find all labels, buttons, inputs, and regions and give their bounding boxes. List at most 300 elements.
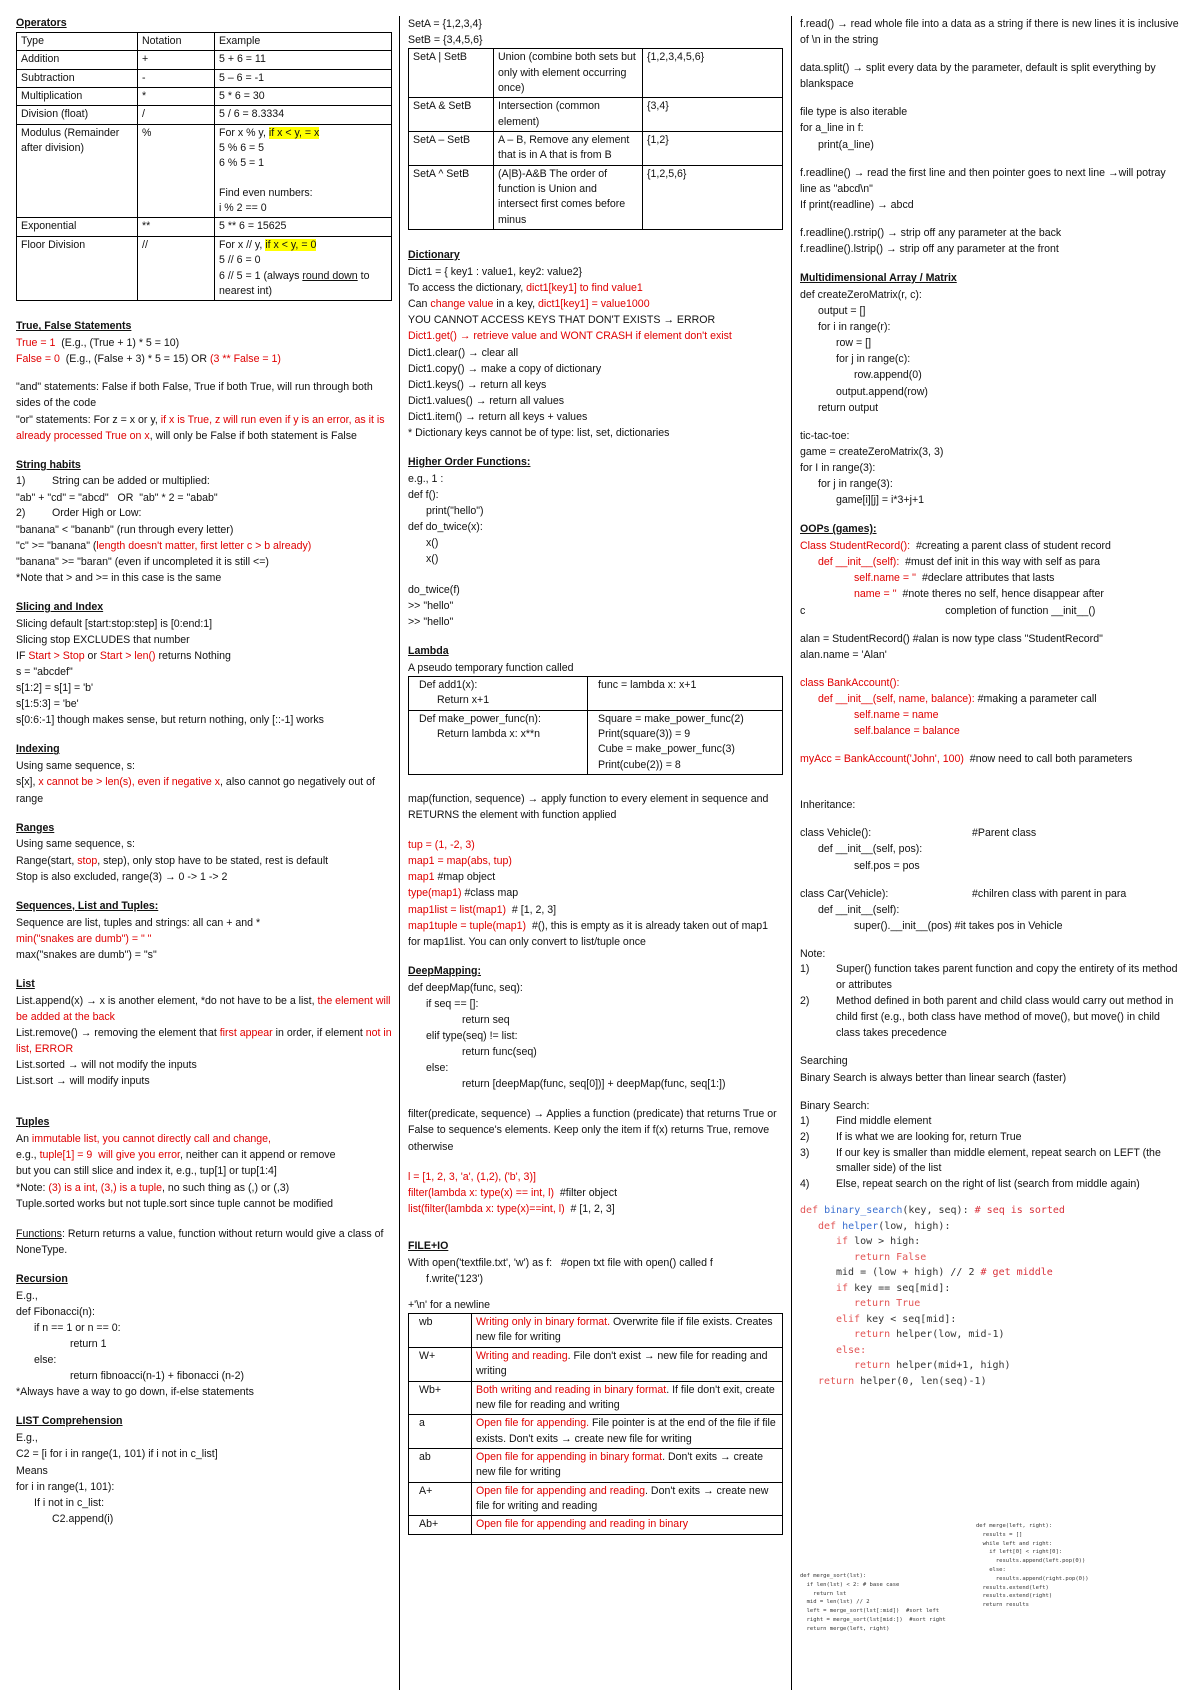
- note-text: #Parent class: [972, 827, 1037, 840]
- lambda-equivalent: func = lambda x: x+1: [588, 676, 783, 710]
- note-red: list(filter(lambda x: type(x)==int, l): [408, 1202, 565, 1215]
- ranges-section: [16, 821, 392, 885]
- example-text: 5 // 6 = 0: [219, 254, 261, 267]
- list-number: 4): [800, 1178, 810, 1191]
- code-line: results.append(left.pop(0)): [976, 1558, 1086, 1565]
- sets-table: [408, 48, 783, 230]
- note-text: Dict1 = { key1 : value1, key2: value2}: [408, 266, 583, 279]
- note-red: Open file for appending.: [476, 1417, 590, 1430]
- searching-title: Searching: [800, 1055, 848, 1068]
- code-line: for j in range(3):: [818, 478, 893, 491]
- deep-mapping-title: DeepMapping:: [408, 964, 481, 977]
- matrix-section: [800, 271, 1184, 508]
- note-red: x cannot be > len(s), even if negative x: [38, 776, 221, 789]
- note-red: name = '': [854, 588, 897, 601]
- file-mode-desc: [472, 1347, 783, 1381]
- list-number: 2): [800, 1130, 810, 1143]
- note-text: : Return returns a value, function without return would give a class of NoneType.: [16, 1227, 387, 1256]
- note-text: E.g.,: [16, 1289, 38, 1302]
- note-text: f.readline().rstrip() → strip off any parameter at the back: [800, 226, 1062, 239]
- code-line: output = []: [818, 305, 866, 318]
- true-equals: True = 1: [16, 337, 56, 350]
- code-line: return [deepMap(func, seq[0])] + deepMap(func, seq[1:]): [462, 1078, 726, 1091]
- note-red: Writing and reading: [476, 1349, 568, 1362]
- operator-type: Addition: [17, 51, 138, 69]
- operator-type: Exponential: [17, 218, 138, 236]
- code-text: key == seq[mid]:: [854, 1282, 951, 1294]
- file-mode: Ab+: [409, 1516, 472, 1534]
- note-red: Class StudentRecord():: [800, 540, 911, 553]
- note-text: s[1:5:3] = 'be': [16, 698, 79, 711]
- lambda-title: Lambda: [408, 644, 449, 657]
- set-result: {1,2}: [643, 131, 783, 165]
- code-line: class Vehicle():: [800, 827, 872, 840]
- note-red: the element will be added at the back: [16, 994, 394, 1023]
- note-text: , step), only stop have to be stated, rest is default: [97, 854, 329, 867]
- note-text: Stop is also excluded, range(3) → 0 -> 1 -> 2: [16, 870, 228, 883]
- code-line: elif type(seq) != list:: [426, 1029, 518, 1042]
- note-text: f.readline() → read the first line and then pointer goes to next line →will potray line as "abcd\n": [800, 166, 1169, 195]
- set-result: {1,2,5,6}: [643, 165, 783, 229]
- searching-section: [800, 1053, 1184, 1193]
- code-line: game = createZeroMatrix(3, 3): [800, 445, 944, 458]
- note-red: Dict1.get() → retrieve value and WONT CRASH if element don't exist: [408, 330, 732, 343]
- code-line: while left and right:: [976, 1540, 1053, 1547]
- note-red: def __init__(self, name, balance):: [818, 692, 975, 705]
- note-text: in a key,: [493, 298, 538, 311]
- note-text: Tuple.sorted works but not tuple.sort since tuple cannot be modified: [16, 1197, 334, 1210]
- dictionary-title: Dictionary: [408, 249, 460, 262]
- note-text: alan.name = 'Alan': [800, 648, 887, 661]
- list-text: Method defined in both parent and child class would carry out method in child first (e.g., both class have method of move(), but move() in child class takes precedence: [836, 994, 1174, 1039]
- code-line: C2 = [i for i in range(1, 101) if i not in c_list]: [16, 1448, 218, 1461]
- tuples-title: Tuples: [16, 1116, 50, 1129]
- code-line: return seq: [462, 1013, 510, 1026]
- note-red: not in list, ERROR: [16, 1027, 395, 1056]
- note-text: max("snakes are dumb") = "s": [16, 948, 157, 961]
- example-text: i % 2 == 0: [219, 202, 267, 215]
- table-row: [409, 98, 783, 132]
- operator-notation: /: [138, 106, 215, 124]
- note-text: *Always have a way to go down, if-else statements: [16, 1386, 254, 1399]
- note-text: , also cannot go negatively out of range: [16, 776, 378, 805]
- operator-example: 5 – 6 = -1: [215, 69, 392, 87]
- code-line: >> "hello": [408, 599, 454, 612]
- higher-order-section: [408, 455, 783, 630]
- set-description: A – B, Remove any element that is in A that is from B: [494, 131, 643, 165]
- note-text: Slicing stop EXCLUDES that number: [16, 633, 190, 646]
- note-text: s[x],: [16, 776, 39, 789]
- slicing-title: Slicing and Index: [16, 600, 104, 613]
- code-text: (key, seq):: [902, 1205, 969, 1217]
- table-row: [17, 51, 392, 69]
- code-line: right = merge_sort(lst[mid:]) #sort right: [800, 1616, 946, 1623]
- note-text: #must def init in this way with self as para: [899, 556, 1101, 569]
- operator-type: Floor Division: [17, 236, 138, 300]
- code-line: class Car(Vehicle):: [800, 887, 889, 900]
- note-text: List.sorted → will not modify the inputs: [16, 1059, 197, 1072]
- note-text: returns Nothing: [155, 649, 231, 662]
- code-line: With open('textfile.txt', 'w') as f: #open txt file with open() called f: [408, 1256, 713, 1269]
- note-text: alan = StudentRecord() #alan is now type class "StudentRecord": [800, 632, 1103, 645]
- code-keyword: def: [800, 1205, 825, 1217]
- set-description: Union (combine both sets but only with element occurring once): [494, 49, 643, 98]
- code-line: Print(cube(2)) = 8: [598, 758, 681, 771]
- code-line: x(): [426, 553, 439, 566]
- file-mode-desc: [472, 1381, 783, 1415]
- binary-search-code: [800, 1203, 1184, 1389]
- operator-example: 5 ** 6 = 15625: [215, 218, 392, 236]
- note-text: *Note:: [16, 1181, 49, 1194]
- note-text: #map object: [434, 871, 496, 884]
- code-line: results = []: [976, 1531, 1023, 1538]
- code-line: self.pos = pos: [854, 859, 920, 872]
- note-red: (3 ** False = 1): [210, 353, 281, 366]
- sequences-title: Sequences, List and Tuples:: [16, 899, 159, 912]
- lambda-def: [409, 710, 588, 774]
- table-row: [409, 1314, 783, 1348]
- note-text: tic-tac-toe:: [800, 429, 850, 442]
- file-mode-desc: [472, 1516, 783, 1534]
- dictionary-section: [408, 248, 783, 441]
- code-line: C2.append(i): [52, 1512, 114, 1525]
- note-red: min("snakes are dumb") = " ": [16, 932, 152, 945]
- code-line: print("hello"): [426, 505, 484, 518]
- list-number: 2): [16, 506, 26, 519]
- operator-example: [215, 124, 392, 218]
- note-text: #making a parameter call: [974, 692, 1097, 705]
- list-section: [16, 977, 395, 1089]
- column-right: [800, 16, 1184, 1694]
- lambda-usage: [588, 710, 783, 774]
- code-keyword: return: [854, 1360, 897, 1372]
- code-line: def do_twice(x):: [408, 521, 483, 534]
- map-section: [408, 791, 783, 950]
- note-red: Writing only in binary format.: [476, 1316, 611, 1329]
- operator-notation: *: [138, 87, 215, 105]
- slicing-section: [16, 600, 392, 729]
- note-text: #note theres no self, hence disappear after: [896, 588, 1104, 601]
- table-row: [409, 1482, 783, 1516]
- note-text: , no such thing as (,) or (,3): [162, 1181, 290, 1194]
- note-text: Dict1.copy() → make a copy of dictionary: [408, 362, 602, 375]
- code-text: helper(mid+1, high): [896, 1360, 1011, 1372]
- true-false-title: True, False Statements: [16, 320, 132, 333]
- indexing-section: [16, 742, 392, 806]
- code-line: x(): [426, 537, 439, 550]
- file-mode-desc: [472, 1482, 783, 1516]
- note-text: Dict1.values() → return all values: [408, 394, 565, 407]
- operator-notation: **: [138, 218, 215, 236]
- spacer: [219, 172, 387, 186]
- note-red: dict1[key1] to find value1: [526, 282, 643, 295]
- note-text: "ab" + "cd" = "abcd" OR "ab" * 2 = "abab": [16, 491, 218, 504]
- operator-type: Division (float): [17, 106, 138, 124]
- table-row: [409, 1415, 783, 1449]
- note-red: if x is True, z will run even if y is an error, as it is already processed True on x: [16, 413, 388, 442]
- code-line: if len(lst) < 2: # base case: [800, 1581, 900, 1588]
- example-text: 6 % 5 = 1: [219, 157, 265, 170]
- note-text: c: [800, 604, 806, 617]
- higher-order-title: Higher Order Functions:: [408, 456, 531, 469]
- table-row: [409, 49, 783, 98]
- code-keyword: return: [854, 1329, 897, 1341]
- code-line: return output: [818, 401, 879, 414]
- code-line: def __init__(self):: [818, 903, 900, 916]
- operator-notation: -: [138, 69, 215, 87]
- code-line: Return x+1: [437, 694, 490, 707]
- list-number: 1): [800, 963, 810, 975]
- code-function: helper: [842, 1220, 879, 1232]
- note-text: Sequence are list, tuples and strings: all can + and *: [16, 916, 261, 929]
- note-text: A pseudo temporary function called: [408, 661, 574, 674]
- example-text: For x // y,: [219, 238, 266, 251]
- note-text: Dict1.item() → return all keys + values: [408, 410, 588, 423]
- code-line: return 1: [70, 1338, 107, 1351]
- list-text: Super() function takes parent function and copy the entirety of its method or attributes: [836, 963, 1178, 991]
- code-keyword: elif: [836, 1313, 867, 1325]
- code-line: results.extend(right): [976, 1593, 1053, 1600]
- code-line: def deepMap(func, seq):: [408, 981, 523, 994]
- table-row: [409, 1381, 783, 1415]
- merge-sort-code-snippet: [800, 1572, 946, 1634]
- note-red: self.name = '': [854, 572, 917, 585]
- note-text: "c" >= "banana" (: [16, 539, 97, 552]
- file-io-section: [408, 1239, 783, 1535]
- code-line: results.extend(left): [976, 1584, 1049, 1591]
- operator-notation: +: [138, 51, 215, 69]
- note-text: (E.g., (True + 1) * 5 = 10): [55, 337, 180, 350]
- code-line: else:: [976, 1566, 1006, 1573]
- note-text: List.remove() → removing the element that: [16, 1027, 220, 1040]
- sets-section: [408, 16, 783, 230]
- code-keyword: def: [818, 1220, 843, 1232]
- note-red: map1: [408, 871, 435, 884]
- note-red: def __init__(self):: [818, 556, 900, 569]
- code-line: super().__init__(pos) #it takes pos in Vehicle: [854, 919, 1063, 932]
- code-line: return fibnoacci(n-1) + fibonacci (n-2): [70, 1370, 244, 1383]
- set-description: Intersection (common element): [494, 98, 643, 132]
- code-comment: # seq is sorted: [968, 1205, 1065, 1217]
- column-divider-left: [399, 16, 400, 1690]
- code-line: return results: [976, 1602, 1029, 1609]
- example-text: 6 // 5 = 1 (always: [219, 269, 303, 282]
- code-line: >> "hello": [408, 615, 454, 628]
- note-text: "banana" >= "baran" (even if uncompleted it is still <=): [16, 555, 269, 568]
- note-text: List.append(x) → x is another element, *do not have to be a list,: [16, 994, 318, 1007]
- note-red: self.balance = balance: [854, 725, 960, 738]
- list-text: String can be added or multiplied:: [52, 474, 210, 487]
- code-line: Def add1(x):: [419, 678, 478, 691]
- note-text: Range(start,: [16, 854, 78, 867]
- code-keyword: if: [836, 1236, 855, 1248]
- code-line: return merge(left, right): [800, 1625, 890, 1632]
- note-red: Open file for appending and reading: [476, 1484, 646, 1497]
- note-text: To access the dictionary,: [408, 282, 527, 295]
- note-text: "banana" < "bananb" (run through every letter): [16, 523, 234, 536]
- code-text: helper(0, len(seq)-1): [860, 1375, 987, 1387]
- list-number: 3): [800, 1146, 810, 1159]
- operators-title: Operators: [16, 17, 67, 29]
- note-red: Both writing and reading in binary format: [476, 1383, 667, 1396]
- note-text: Binary Search is always better than linear search (faster): [800, 1071, 1067, 1084]
- file-read-section: [800, 16, 1184, 257]
- set-operation: SetA & SetB: [409, 98, 494, 132]
- code-line: def createZeroMatrix(r, c):: [800, 289, 922, 302]
- list-text: Else, repeat search on the right of list (search from middle again): [836, 1178, 1140, 1191]
- note-red: first appear: [219, 1027, 273, 1040]
- note-text: . Don't exits → create new file for writing and reading: [476, 1484, 769, 1513]
- matrix-title: Multidimensional Array / Matrix: [800, 272, 957, 285]
- note-text: E.g.,: [16, 1432, 38, 1445]
- code-line: If i not in c_list:: [34, 1496, 105, 1509]
- list-text: If is what we are looking for, return True: [836, 1130, 1022, 1143]
- set-operation: SetA | SetB: [409, 49, 494, 98]
- note-red: map1 = map(abs, tup): [408, 855, 512, 868]
- note-text: e.g.,: [16, 1149, 40, 1162]
- table-row: [409, 165, 783, 229]
- operator-type: Subtraction: [17, 69, 138, 87]
- table-row: [17, 87, 392, 105]
- operators-table: [16, 32, 392, 301]
- table-row: [17, 236, 392, 300]
- inheritance-section: [800, 797, 1184, 1041]
- table-row: [409, 1347, 783, 1381]
- table-row: [17, 124, 392, 218]
- sequences-section: [16, 899, 392, 963]
- note-text: s[0:6:-1] though makes sense, but return nothing, only [::-1] works: [16, 714, 324, 727]
- note-text: , neither can it append or remove: [180, 1149, 336, 1162]
- deep-mapping-section: [408, 964, 783, 1093]
- code-text: (low, high):: [878, 1220, 951, 1232]
- note-red: type(map1): [408, 887, 462, 900]
- note-red: tuple[1] = 9 will give you error: [39, 1149, 181, 1162]
- note-text: . Don't exits → create new file for writing: [476, 1450, 764, 1479]
- code-line: def merge_sort(lst):: [800, 1573, 867, 1579]
- functions-section: [16, 1226, 392, 1258]
- note-text: f.read() → read whole file into a data as a string if there is new lines it is inclusive of \n in the string: [800, 18, 1182, 47]
- file-mode: W+: [409, 1347, 472, 1381]
- file-mode: a: [409, 1415, 472, 1449]
- file-mode: wb: [409, 1314, 472, 1348]
- table-row: [17, 69, 392, 87]
- inheritance-title: Inheritance:: [800, 799, 856, 812]
- table-row: [409, 710, 783, 774]
- code-line: Cube = make_power_func(3): [598, 743, 735, 756]
- note-text: +'\n' for a newline: [408, 1298, 491, 1311]
- header-example: Example: [215, 32, 392, 50]
- list-text: Find middle element: [836, 1114, 932, 1127]
- note-text: Note:: [800, 947, 826, 960]
- note-red: length doesn't matter, first letter c > b already): [96, 539, 312, 552]
- example-highlight: if x < y, = x: [268, 126, 320, 139]
- list-number: 1): [16, 474, 26, 487]
- filter-section: [408, 1106, 783, 1217]
- list-title: List: [16, 977, 35, 990]
- note-text: or: [84, 649, 100, 662]
- code-line: Return lambda x: x**n: [437, 727, 541, 740]
- note-text: * Dictionary keys cannot be of type: list, set, dictionaries: [408, 426, 670, 439]
- true-false-section: [16, 319, 392, 443]
- ranges-title: Ranges: [16, 821, 55, 834]
- note-text: File pointer is at the end of the file if file exists. Don't exits → create new file for writing: [476, 1417, 776, 1445]
- tuples-section: [16, 1115, 392, 1211]
- note-text: . File don't exist → new file for reading and writing: [476, 1349, 768, 1378]
- note-red: l = [1, 2, 3, 'a', (1,2), ('b', 3)]: [408, 1170, 536, 1183]
- note-text: # [1, 2, 3]: [564, 1202, 615, 1215]
- note-red: Open file for appending and reading in binary: [476, 1518, 689, 1531]
- file-mode-desc: [472, 1415, 783, 1449]
- code-line: return lst: [800, 1590, 847, 1597]
- note-red: immutable list, you cannot directly call and change,: [31, 1133, 271, 1146]
- table-row: [409, 1516, 783, 1534]
- operators-header-row: [17, 32, 392, 50]
- code-line: output.append(row): [836, 385, 928, 398]
- file-mode-desc: [472, 1448, 783, 1482]
- list-text: Order High or Low:: [52, 506, 142, 519]
- table-row: [17, 106, 392, 124]
- set-b: SetB = {3,4,5,6}: [408, 34, 483, 47]
- code-comment: # get middle: [974, 1267, 1053, 1279]
- note-text: List.sort → will modify inputs: [16, 1075, 150, 1088]
- note-text: #declare attributes that lasts: [916, 572, 1055, 585]
- code-text: key < seq[mid]:: [866, 1313, 957, 1325]
- code-text: helper(low, mid-1): [896, 1329, 1005, 1341]
- table-row: [409, 676, 783, 710]
- code-line: do_twice(f): [408, 583, 460, 596]
- column-middle: [408, 16, 783, 1694]
- lambda-def: [409, 676, 588, 710]
- note-red: stop: [77, 854, 98, 867]
- set-description: (A|B)-A&B The order of function is Union and intersect first comes before minus: [494, 165, 643, 229]
- code-line: else:: [426, 1062, 449, 1075]
- note-text: data.split() → split every data by the parameter, default is split everything by blankspace: [800, 62, 1159, 91]
- note-text: Can: [408, 298, 431, 311]
- operator-example: 5 / 6 = 8.3334: [215, 106, 392, 124]
- code-line: game[i][j] = i*3+j+1: [836, 494, 925, 507]
- note-text: but you can still slice and index it, e.g., tup[1] or tup[1:4]: [16, 1165, 277, 1178]
- code-text: low > high:: [854, 1236, 921, 1248]
- note-text: Using same sequence, s:: [16, 760, 135, 773]
- functions-title: Functions: [16, 1227, 62, 1240]
- code-line: left = merge_sort(lst[:mid]) #sort left: [800, 1608, 940, 1615]
- note-red: (3) is a int, (3,) is a tuple: [48, 1181, 163, 1194]
- code-line: for i in range(r):: [818, 321, 891, 334]
- code-line: row = []: [836, 337, 872, 350]
- note-text: Overwrite file if file exists. Creates new file for writing: [476, 1316, 773, 1344]
- file-mode: ab: [409, 1448, 472, 1482]
- note-text: , will only be False if both statement is False: [149, 429, 357, 442]
- note-text: If print(readline) → abcd: [800, 198, 914, 211]
- code-function: binary_search: [824, 1205, 903, 1217]
- code-line: print(a_line): [818, 138, 874, 151]
- lambda-section: [408, 644, 783, 775]
- code-line: for a_line in f:: [800, 122, 864, 135]
- note-text: #filter object: [554, 1186, 618, 1199]
- note-text: . If file don't exit, create new file for reading and writing: [476, 1383, 775, 1411]
- note-text: file type is also iterable: [800, 106, 908, 119]
- file-io-title: FILE+IO: [408, 1239, 449, 1252]
- column-left: [16, 16, 395, 1694]
- code-keyword: return True: [854, 1298, 921, 1310]
- code-line: for i in range(1, 101):: [16, 1480, 115, 1493]
- code-line: if left[0] < right[0]:: [976, 1549, 1063, 1556]
- note-red: dict1[key1] = value1000: [537, 298, 650, 311]
- code-line: for j in range(c):: [836, 353, 911, 366]
- note-red: map1list = list(map1): [408, 903, 507, 916]
- table-row: [409, 131, 783, 165]
- operator-type: Multiplication: [17, 87, 138, 105]
